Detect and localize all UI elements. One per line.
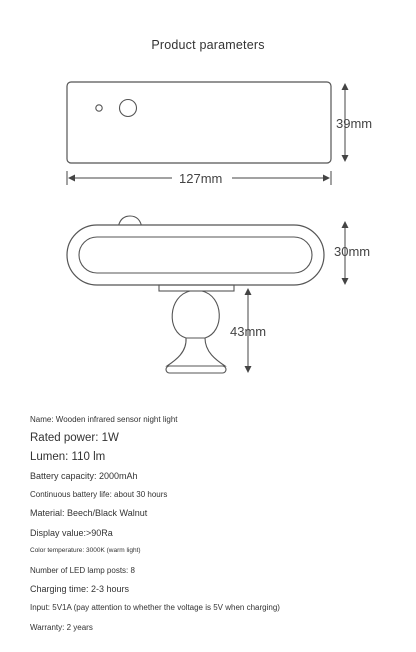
stand-base: [166, 366, 226, 373]
spec-lumen: Lumen: 110 lm: [30, 451, 106, 463]
lamp-body-outer: [67, 225, 324, 285]
width-dimension-label: 127mm: [179, 171, 223, 186]
spec-material: Material: Beech/Black Walnut: [30, 508, 148, 518]
spec-color-temperature: Color temperature: 3000K (warm light): [30, 547, 141, 554]
mount-plate: [159, 285, 234, 291]
sensor-circle: [120, 100, 137, 117]
spec-warranty: Warranty: 2 years: [30, 623, 93, 632]
spec-input: Input: 5V1A (pay attention to whether the voltage is 5V when charging): [30, 603, 280, 612]
spec-charging-time: Charging time: 2-3 hours: [30, 584, 130, 594]
height-dimension-label: 39mm: [336, 116, 373, 131]
spec-battery-capacity: Battery capacity: 2000mAh: [30, 471, 138, 481]
spec-display-value: Display value:>90Ra: [30, 528, 113, 538]
front-view-panel: [67, 82, 331, 163]
spec-battery-life: Continuous battery life: about 30 hours: [30, 490, 168, 499]
side-height-dimension-label: 30mm: [334, 244, 371, 259]
indicator-dot: [96, 105, 102, 111]
stand-height-dimension-label: 43mm: [230, 324, 267, 339]
spec-rated-power: Rated power: 1W: [30, 432, 119, 444]
spec-led-posts: Number of LED lamp posts: 8: [30, 566, 135, 575]
page-title: Product parameters: [151, 38, 265, 52]
stand-neck: [167, 338, 225, 366]
spec-name: Name: Wooden infrared sensor night light: [30, 415, 178, 424]
ball-joint: [172, 291, 219, 338]
